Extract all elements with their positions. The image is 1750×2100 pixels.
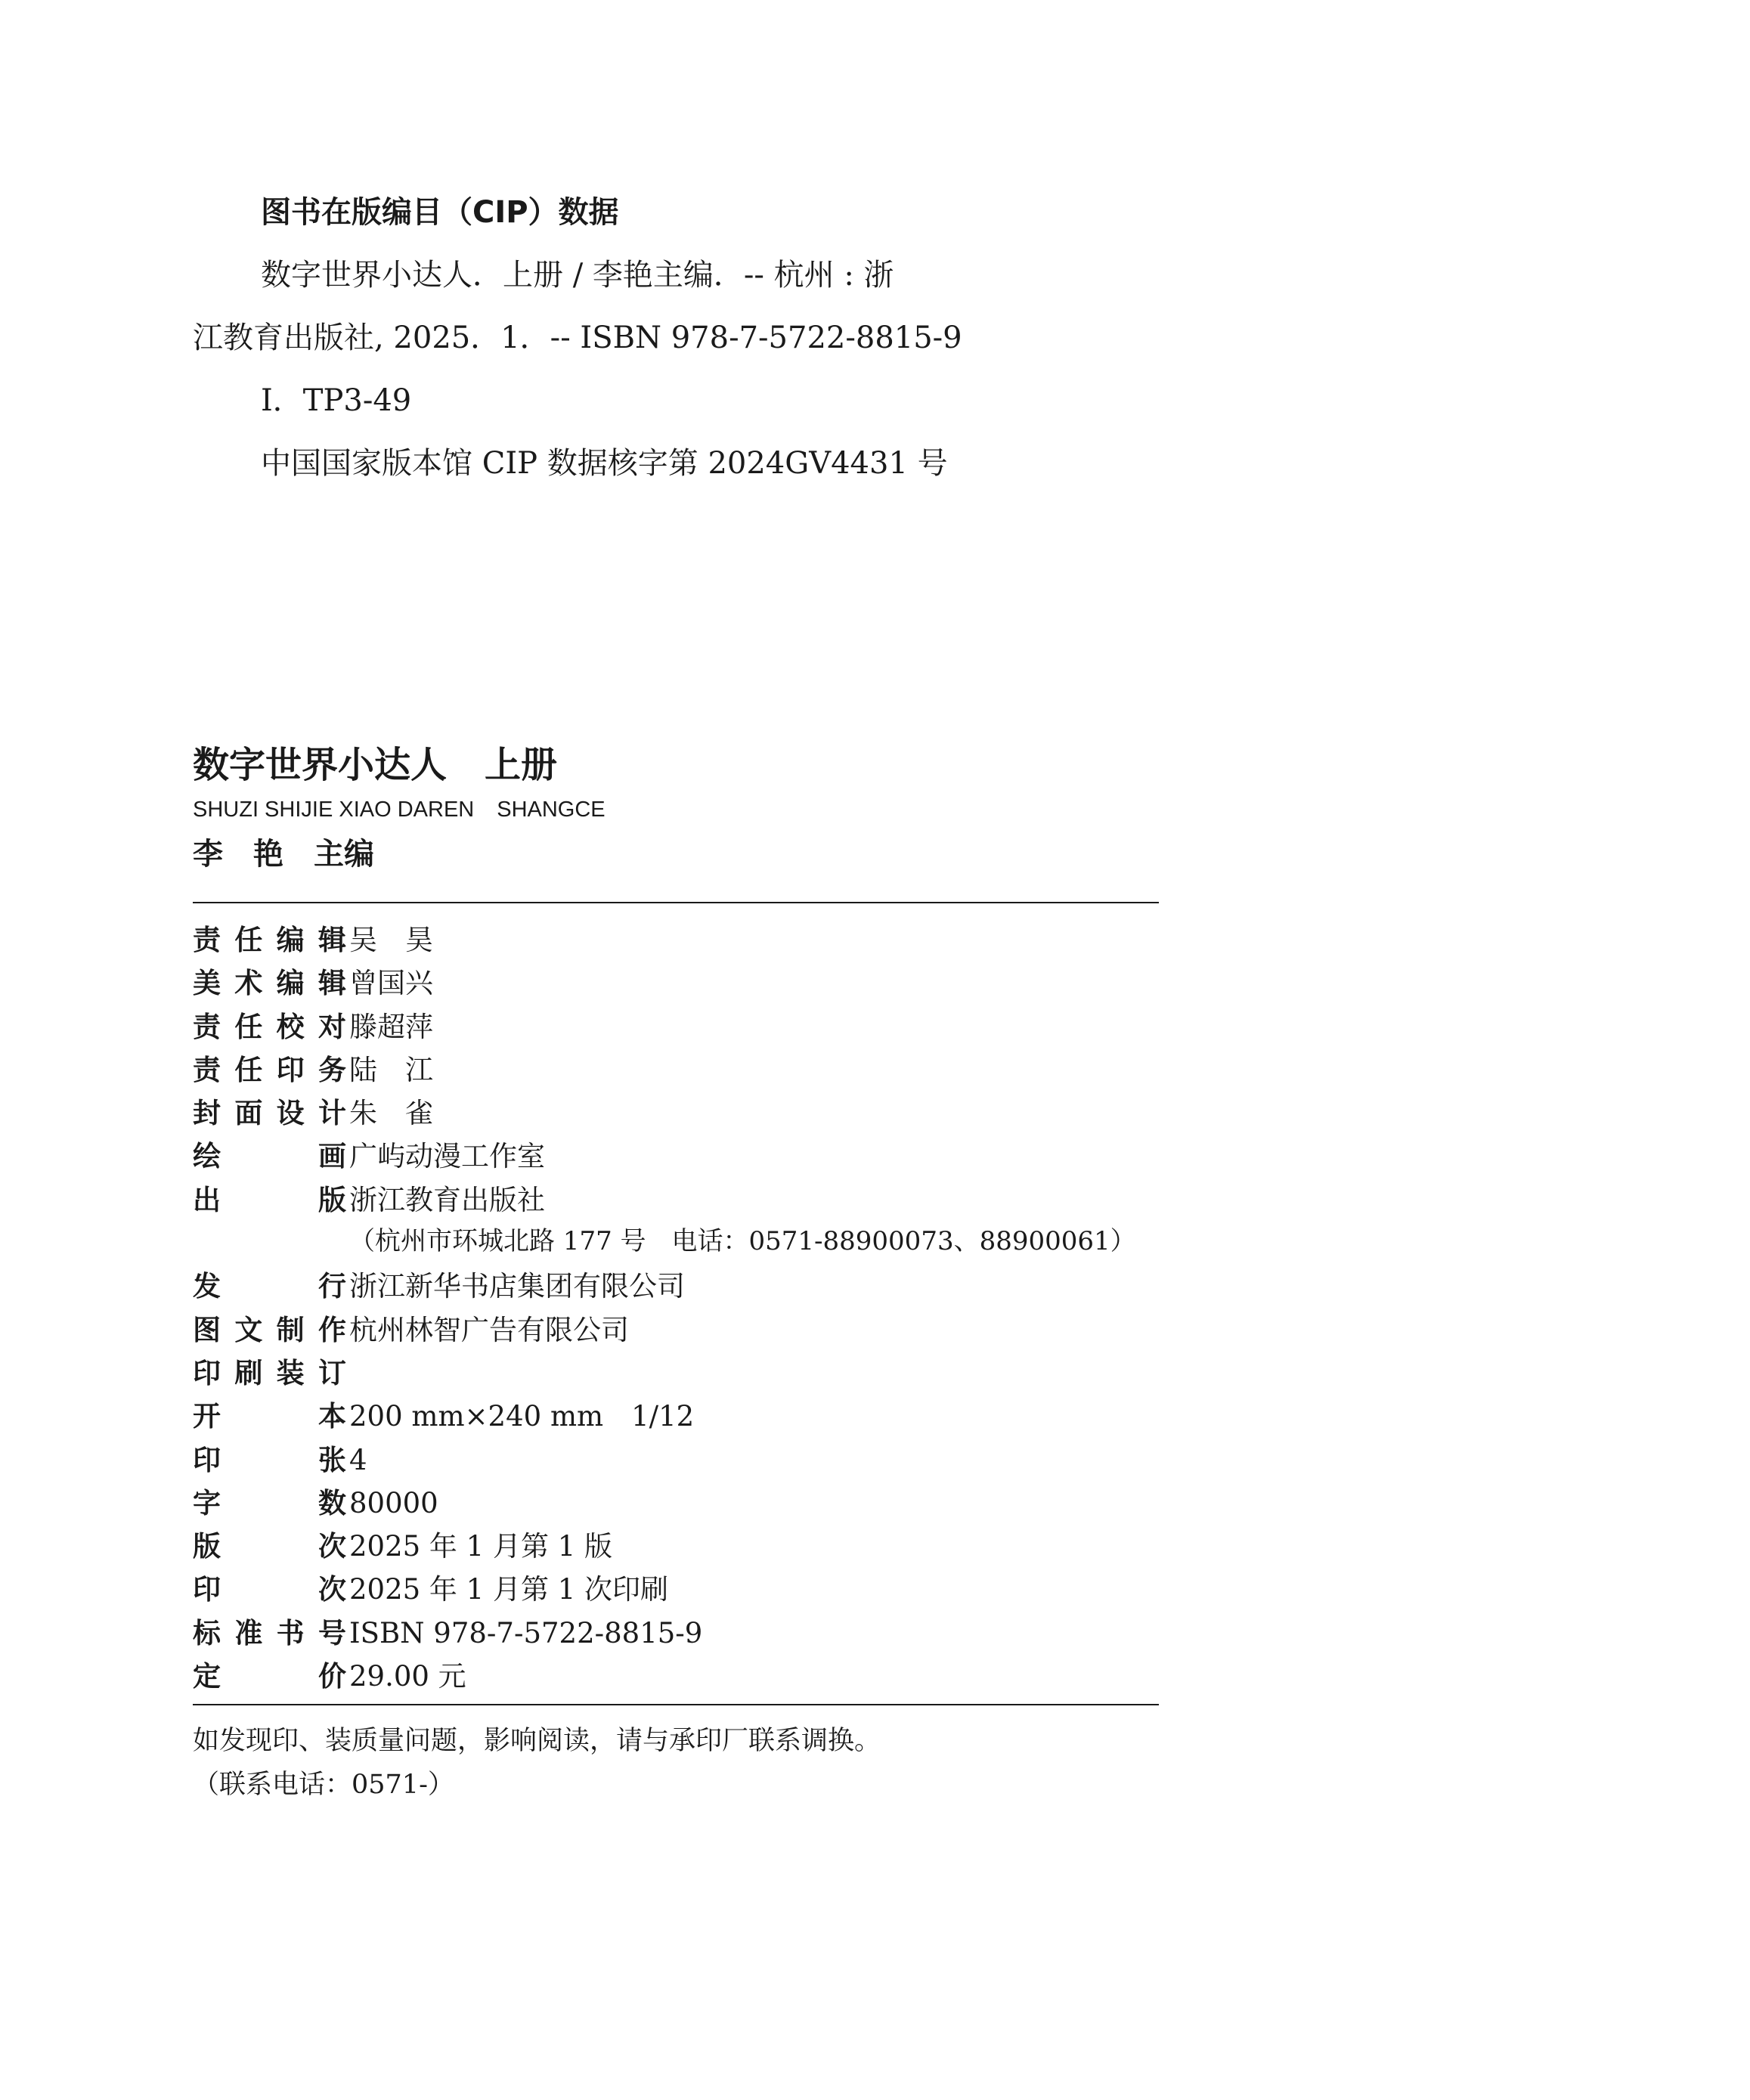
detail-label: 绘画: [193, 1140, 346, 1173]
detail-row: [193, 1350, 1160, 1393]
detail-row: [193, 1177, 1160, 1220]
detail-value: 陆 江: [349, 1053, 433, 1086]
detail-label: 责任印务: [193, 1053, 346, 1086]
detail-label: 图文制作: [193, 1313, 346, 1346]
detail-value: 浙江教育出版社: [349, 1183, 545, 1216]
detail-label: 封面设计: [193, 1097, 346, 1130]
detail-row: [193, 1220, 1160, 1263]
detail-value: 杭州林智广告有限公司: [349, 1313, 629, 1346]
detail-label: 出版: [193, 1183, 346, 1216]
detail-row: [193, 1004, 1160, 1047]
cip-line-2: 江教育出版社, 2025．1．-- ISBN 978-7-5722-8815-9: [193, 321, 962, 355]
detail-value: 朱 雀: [349, 1097, 433, 1130]
detail-value: 浙江新华书店集团有限公司: [349, 1270, 685, 1303]
book-editor: 李 艳 主编: [193, 837, 374, 872]
cip-line-3: Ⅰ．TP3-49: [261, 383, 412, 418]
detail-value: 2025 年 1 月第 1 版: [349, 1530, 613, 1563]
detail-label: 印次: [193, 1573, 346, 1606]
detail-row: [193, 1653, 1160, 1696]
detail-label: 印张: [193, 1443, 346, 1476]
detail-value: （杭州市环城北路 177 号 电话：0571-88900073、88900061）: [349, 1226, 1136, 1257]
detail-label: 责任编辑: [193, 924, 346, 956]
detail-value: 4: [349, 1443, 367, 1476]
detail-value: 80000: [349, 1486, 438, 1519]
detail-label: 标准书号: [193, 1616, 346, 1649]
book-title: [193, 737, 1160, 793]
detail-row: [193, 917, 1160, 960]
detail-value: 2025 年 1 月第 1 次印刷: [349, 1573, 669, 1606]
detail-value: ISBN 978-7-5722-8815-9: [349, 1616, 703, 1649]
footer-line-1: 如发现印、装质量问题，影响阅读，请与承印厂联系调换。: [193, 1726, 881, 1757]
detail-row: [193, 1263, 1160, 1306]
book-volume: 上册: [485, 744, 558, 786]
detail-row: [193, 960, 1160, 1003]
detail-row: [193, 1566, 1160, 1609]
book-pinyin-title: [193, 793, 1160, 826]
detail-value: 滕超萍: [349, 1010, 433, 1043]
bottom-divider: [193, 1704, 1159, 1705]
detail-value: 200 mm×240 mm 1/12: [349, 1400, 695, 1433]
details-list: [193, 903, 1160, 1704]
detail-label: 责任校对: [193, 1010, 346, 1043]
colophon: [193, 737, 1160, 1807]
cip-line-4: 中国国家版本馆 CIP 数据核字第 2024GV4431 号: [261, 446, 948, 481]
detail-row: [193, 1437, 1160, 1480]
cip-block: [193, 181, 1039, 495]
pinyin-volume: SHANGCE: [497, 798, 606, 822]
detail-row: [193, 1523, 1160, 1566]
detail-row: [193, 1090, 1160, 1133]
detail-value: 曾国兴: [349, 967, 433, 1000]
footer-line-2: （联系电话：0571-）: [193, 1770, 454, 1801]
detail-label: 版次: [193, 1530, 346, 1563]
detail-value: 吴 昊: [349, 924, 433, 956]
detail-label: 开本: [193, 1400, 346, 1433]
detail-label: 美术编辑: [193, 967, 346, 1000]
cip-line-1: 数字世界小达人．上册 / 李艳主编．-- 杭州 : 浙: [261, 258, 894, 293]
detail-row: [193, 1480, 1160, 1523]
detail-row: [193, 1393, 1160, 1436]
detail-value: 广屿动漫工作室: [349, 1140, 545, 1173]
footer-note: [193, 1719, 1160, 1807]
book-title-main: 数字世界小达人: [193, 744, 448, 786]
detail-label: 字数: [193, 1486, 346, 1519]
detail-label: 印刷装订: [193, 1356, 346, 1389]
detail-label: 定价: [193, 1660, 346, 1693]
detail-row: [193, 1133, 1160, 1176]
detail-row: [193, 1610, 1160, 1653]
detail-value: 29.00 元: [349, 1660, 466, 1693]
pinyin-title-main: SHUZI SHIJIE XIAO DAREN: [193, 798, 475, 822]
detail-row: [193, 1307, 1160, 1350]
detail-row: [193, 1047, 1160, 1090]
cip-heading: 图书在版编目（CIP）数据: [261, 195, 619, 230]
detail-label: 发行: [193, 1270, 346, 1303]
